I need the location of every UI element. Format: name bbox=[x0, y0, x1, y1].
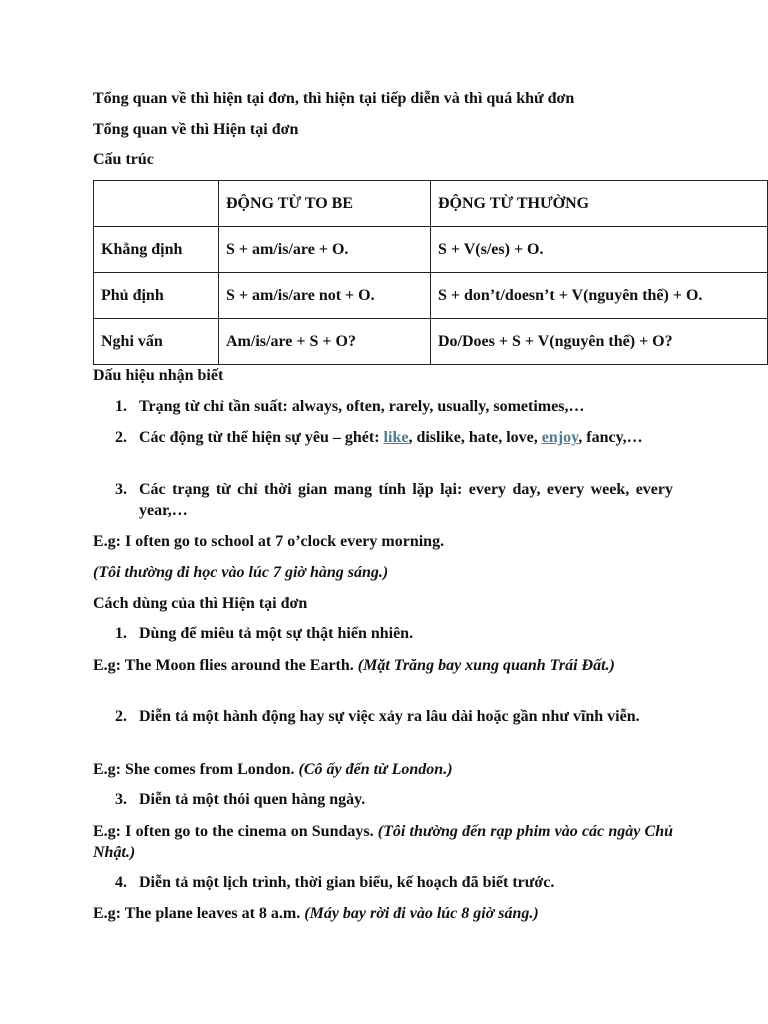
list-number: 2. bbox=[115, 708, 127, 725]
structure-table bbox=[93, 180, 768, 365]
table-cell: Nghi vấn bbox=[94, 319, 219, 365]
table-cell: S + am/is/are + O. bbox=[219, 227, 431, 273]
list-text-part: , fancy,… bbox=[578, 429, 643, 446]
table-header-cell: ĐỘNG TỪ TO BE bbox=[219, 181, 431, 227]
table-cell: S + don’t/doesn’t + V(nguyên thể) + O. bbox=[431, 273, 768, 319]
usage-example bbox=[93, 903, 539, 924]
table-cell: S + am/is/are not + O. bbox=[219, 273, 431, 319]
usage-example bbox=[93, 821, 673, 863]
list-text-part: , dislike, hate, love, bbox=[408, 429, 542, 446]
usage-example bbox=[93, 655, 673, 676]
table-header-row bbox=[94, 181, 768, 227]
list-item bbox=[115, 427, 673, 448]
list-item bbox=[115, 623, 673, 644]
list-item bbox=[115, 872, 673, 893]
list-number: 1. bbox=[115, 398, 127, 415]
list-item bbox=[115, 479, 673, 521]
example-translation: (Máy bay rời đi vào lúc 8 giờ sáng.) bbox=[304, 905, 539, 922]
list-number: 3. bbox=[115, 481, 127, 498]
list-text: Diễn tả một thói quen hàng ngày. bbox=[139, 791, 366, 808]
example-translation: (Tôi thường đi học vào lúc 7 giờ hàng sáng.) bbox=[93, 564, 389, 581]
table-header-cell: ĐỘNG TỪ THƯỜNG bbox=[431, 181, 768, 227]
table-cell: Am/is/are + S + O? bbox=[219, 319, 431, 365]
table-header-cell bbox=[94, 181, 219, 227]
section-heading: Tổng quan về thì Hiện tại đơn bbox=[93, 121, 299, 138]
example-sentence: E.g: I often go to school at 7 o’clock every morning. bbox=[93, 533, 445, 550]
link-like[interactable]: like bbox=[383, 429, 409, 446]
structure-label: Cấu trúc bbox=[93, 151, 154, 168]
usage-label: Cách dùng của thì Hiện tại đơn bbox=[93, 595, 308, 612]
list-text: Diễn tả một hành động hay sự việc xảy ra lâu dài hoặc gần như vĩnh viễn. bbox=[139, 708, 640, 725]
list-text bbox=[139, 427, 673, 448]
table-row bbox=[94, 273, 768, 319]
list-text: Dùng để miêu tả một sự thật hiển nhiên. bbox=[139, 625, 414, 642]
list-text-part: Các động từ thể hiện sự yêu – ghét: bbox=[139, 429, 384, 446]
example-translation: (Tôi thường đến rạp phim vào các ngày Chủ Nhật.) bbox=[93, 823, 673, 861]
list-item bbox=[115, 789, 673, 810]
example-translation: (Mặt Trăng bay xung quanh Trái Đất.) bbox=[357, 657, 615, 674]
list-number: 4. bbox=[115, 874, 127, 891]
usage-example bbox=[93, 759, 673, 780]
list-number: 2. bbox=[115, 429, 127, 446]
table-cell: Do/Does + S + V(nguyên thể) + O? bbox=[431, 319, 768, 365]
table-cell: Khẳng định bbox=[94, 227, 219, 273]
list-text: Trạng từ chỉ tần suất: always, often, rarely, usually, sometimes,… bbox=[139, 398, 585, 415]
list-number: 3. bbox=[115, 791, 127, 808]
example-translation: (Cô ấy đến từ London.) bbox=[298, 761, 453, 778]
table-cell: S + V(s/es) + O. bbox=[431, 227, 768, 273]
link-enjoy[interactable]: enjoy bbox=[541, 429, 579, 446]
table-row bbox=[94, 319, 768, 365]
example-sentence: E.g: The plane leaves at 8 a.m. bbox=[93, 905, 305, 922]
list-number: 1. bbox=[115, 625, 127, 642]
example-sentence: E.g: I often go to the cinema on Sundays. bbox=[93, 823, 378, 840]
table-row bbox=[94, 227, 768, 273]
example-sentence: E.g: She comes from London. bbox=[93, 761, 299, 778]
table-cell: Phủ định bbox=[94, 273, 219, 319]
list-text: Các trạng từ chỉ thời gian mang tính lặp lại: every day, every week, every year,… bbox=[139, 481, 673, 519]
signs-label: Dấu hiệu nhận biết bbox=[93, 367, 224, 384]
document-title: Tổng quan về thì hiện tại đơn, thì hiện tại tiếp diễn và thì quá khứ đơn bbox=[93, 90, 575, 107]
list-text: Diễn tả một lịch trình, thời gian biểu, kế hoạch đã biết trước. bbox=[139, 874, 555, 891]
list-item bbox=[115, 706, 673, 727]
example-sentence: E.g: The Moon flies around the Earth. bbox=[93, 657, 358, 674]
list-item bbox=[115, 396, 673, 417]
